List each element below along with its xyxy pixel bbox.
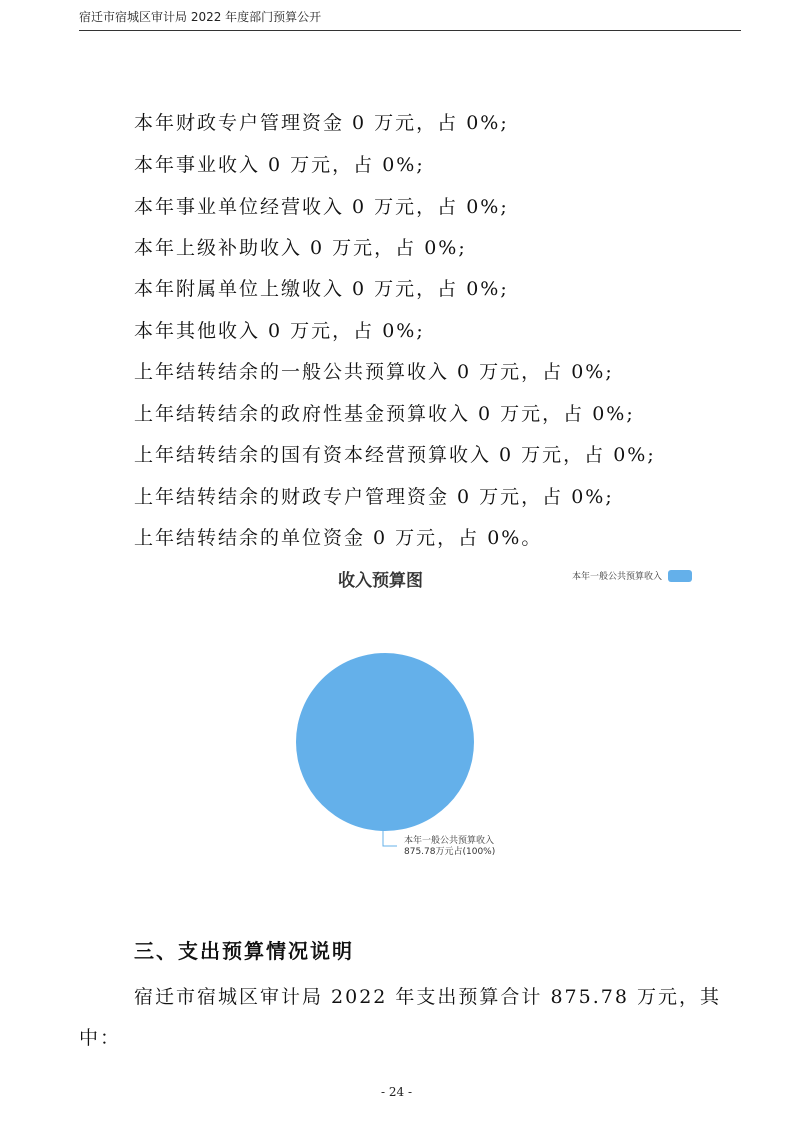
income-line: 上年结转结余的一般公共预算收入 0 万元，占 0%; [134, 361, 614, 383]
income-line: 上年结转结余的财政专户管理资金 0 万元，占 0%; [134, 486, 614, 508]
slice-label [404, 836, 495, 858]
slice-label-name: 本年一般公共预算收入 [404, 836, 495, 846]
legend-label: 本年一般公共预算收入 [572, 572, 663, 582]
income-line: 本年其他收入 0 万元，占 0%; [134, 320, 425, 342]
page-number: - 24 - [380, 1085, 412, 1099]
chart-title: 收入预算图 [338, 571, 423, 591]
income-line: 本年事业收入 0 万元，占 0%; [134, 154, 425, 176]
page-header-title: 宿迁市宿城区审计局 2022 年度部门预算公开 [79, 10, 322, 24]
income-line: 本年财政专户管理资金 0 万元，占 0%; [134, 112, 509, 134]
income-line: 上年结转结余的单位资金 0 万元，占 0%。 [134, 527, 543, 549]
income-line: 本年附属单位上缴收入 0 万元，占 0%; [134, 278, 509, 300]
income-line: 本年事业单位经营收入 0 万元，占 0%; [134, 196, 509, 218]
slice-leader-line [383, 831, 397, 846]
income-line: 上年结转结余的政府性基金预算收入 0 万元，占 0%; [134, 403, 635, 425]
income-line: 本年上级补助收入 0 万元，占 0%; [134, 237, 467, 259]
slice-label-value: 875.78万元占(100%) [404, 847, 496, 857]
section-heading: 三、支出预算情况说明 [134, 939, 354, 963]
section-paragraph-line: 宿迁市宿城区审计局 2022 年支出预算合计 875.78 万元，其 [134, 986, 721, 1008]
section-paragraph-line: 中： [79, 1027, 122, 1049]
pie-slice[interactable] [296, 653, 474, 831]
income-line: 上年结转结余的国有资本经营预算收入 0 万元，占 0%; [134, 444, 656, 466]
